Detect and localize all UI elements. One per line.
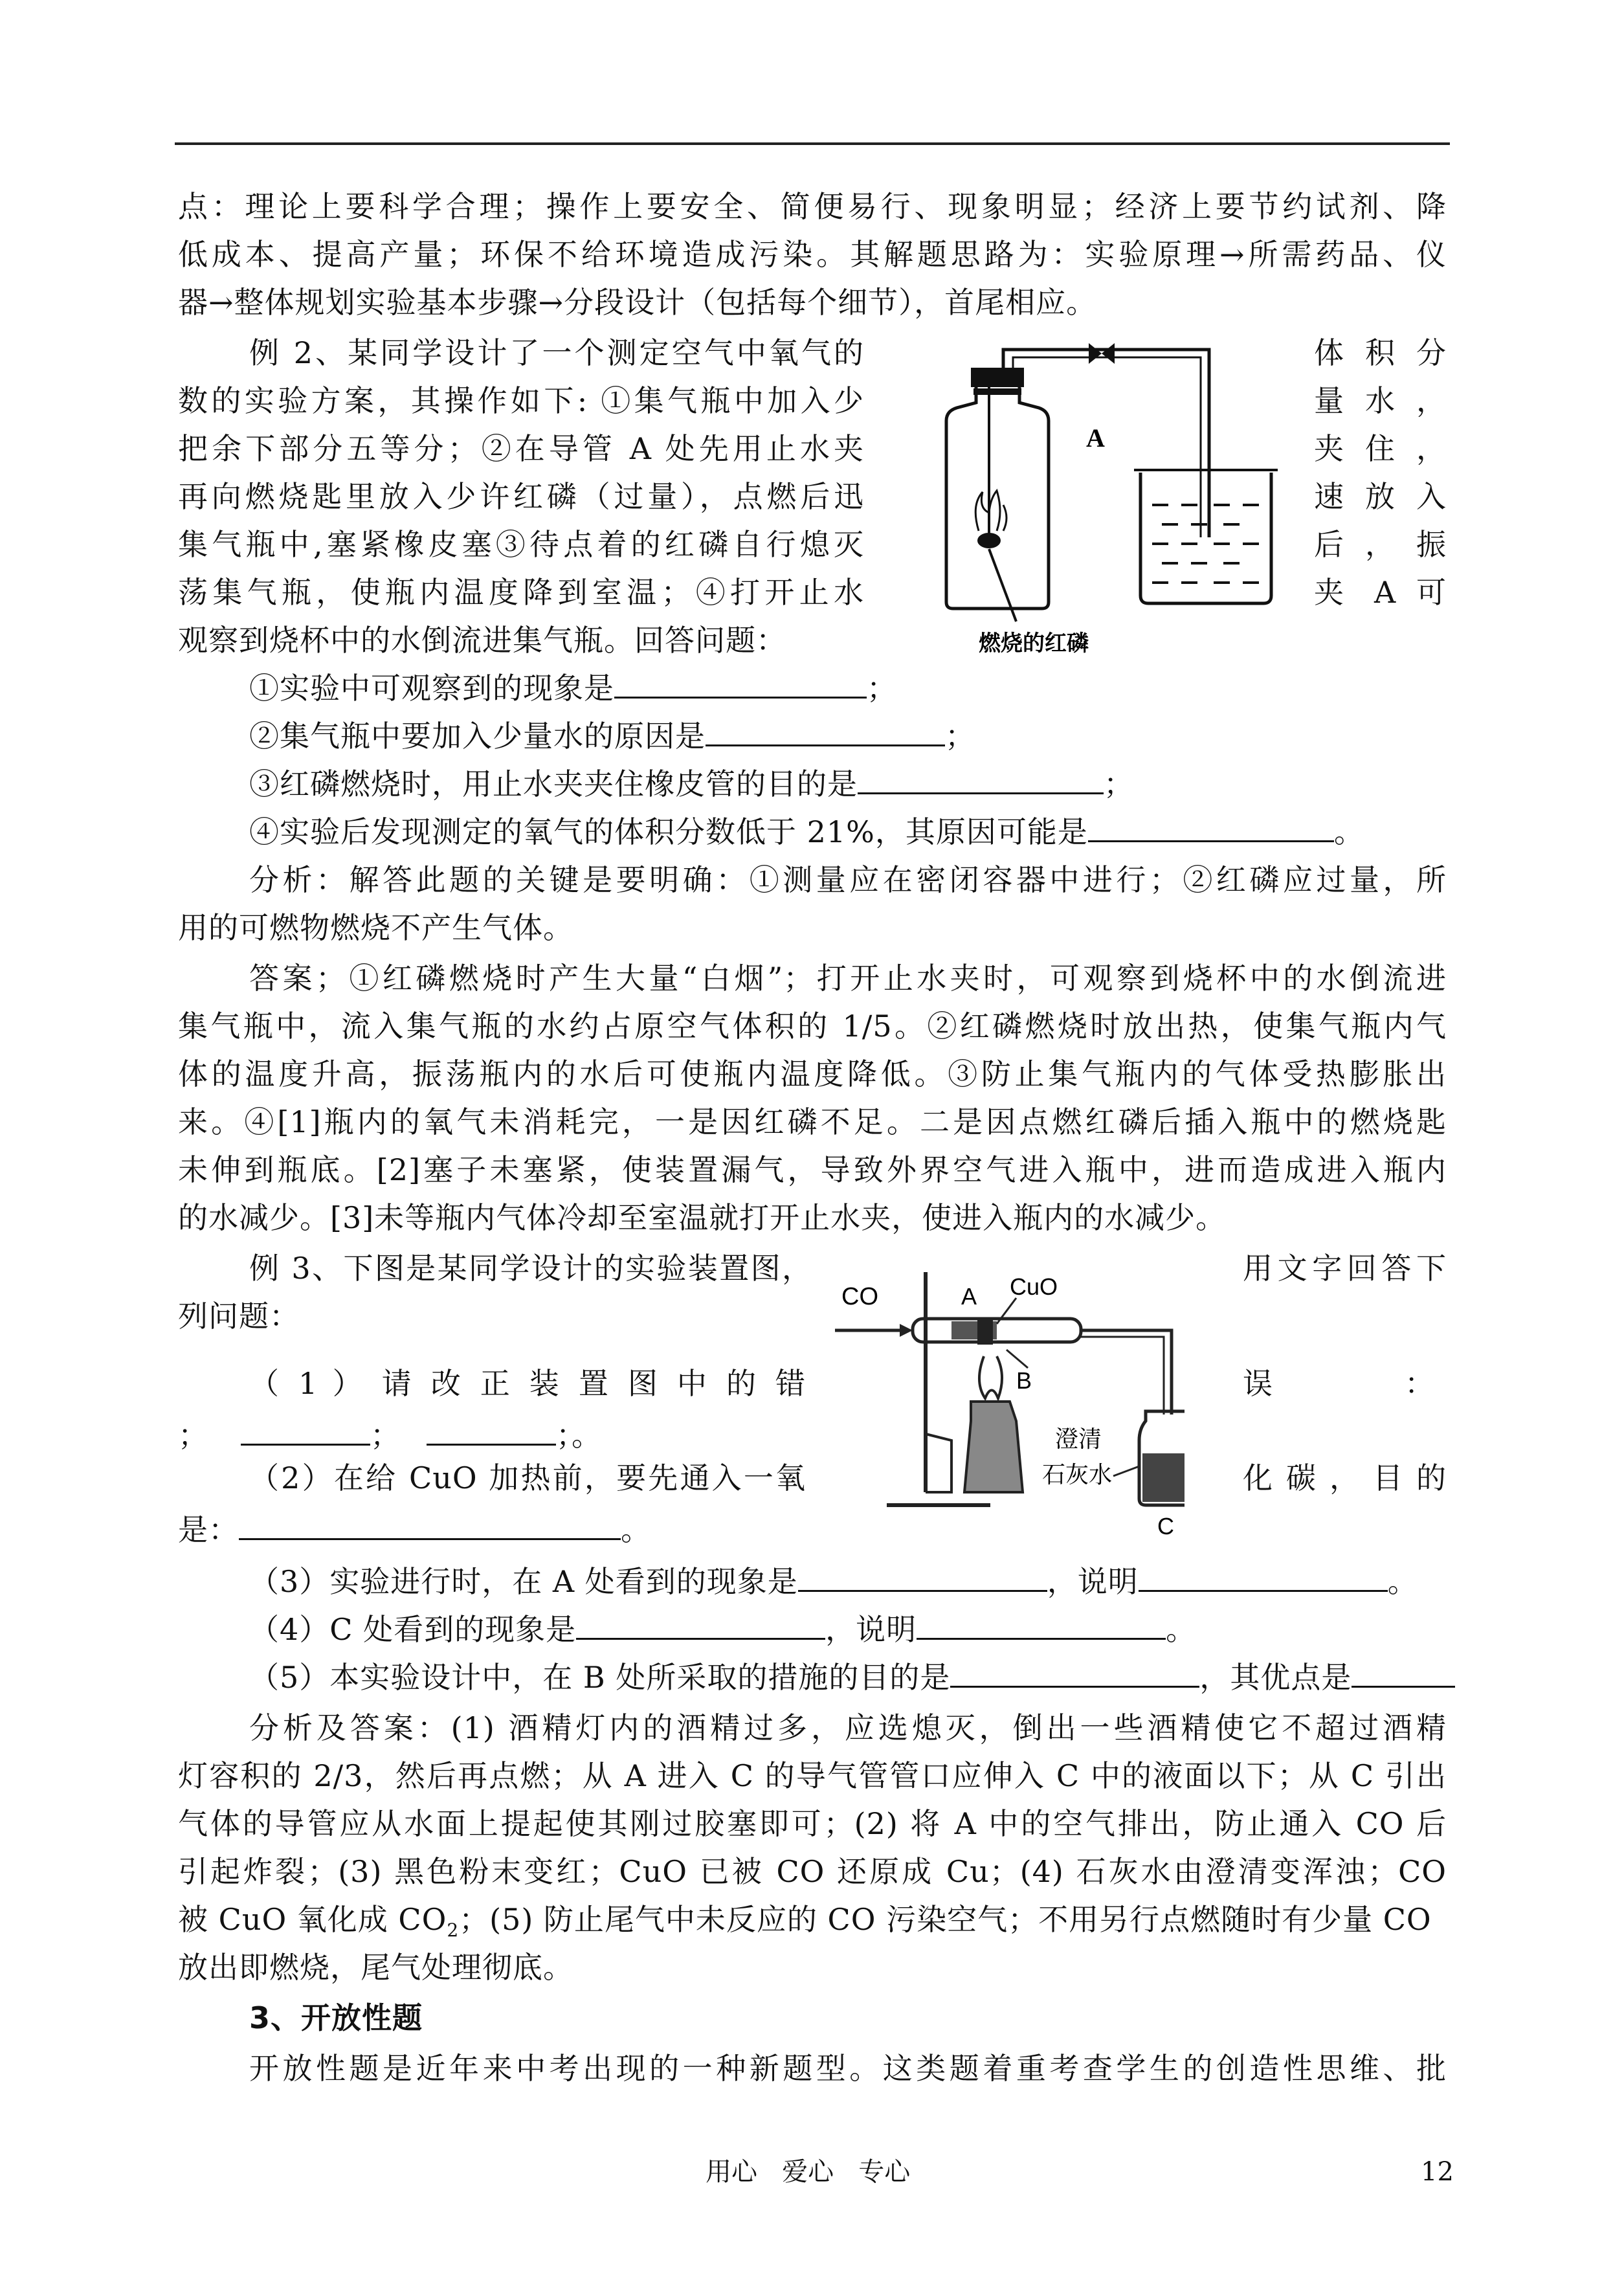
answer-blank[interactable] [576, 1638, 825, 1640]
answer-blank[interactable] [706, 744, 945, 746]
flame-icon [979, 1356, 1002, 1398]
ex3-q5: （5）本实验设计中，在 B 处所采取的措施的目的是 ，其优点是 [249, 1653, 1455, 1701]
ex3-q2-right: 化 碳 ， 目 的 [1243, 1460, 1447, 1495]
ex3-line2: 列问题： [178, 1299, 300, 1334]
ex2-q4: ④实验后发现测定的氧气的体积分数低于 21%，其原因可能是 。 [249, 814, 1364, 849]
answer-blank[interactable] [614, 697, 867, 699]
ex3-analysis-line4: 引起炸裂；(3) 黑色粉末变红；CuO 已被 CO 还原成 Cu；(4) 石灰水由澄清变浑浊；CO [178, 1854, 1447, 1889]
ex2-left-line5: 集气瓶中,塞紧橡皮塞③待点着的红磷自行熄灭 [178, 527, 864, 562]
ex2-right-line4: 速 放 入 [1314, 479, 1447, 514]
limewater-label-1: 澄清 [1055, 1426, 1102, 1453]
ex3-apparatus-figure [822, 1259, 1185, 1538]
label-b: B [1016, 1367, 1032, 1394]
ex3-analysis-line2: 灯容积的 2/3，然后再点燃；从 A 进入 C 的导气管管口应伸入 C 中的液面以下；从 C 引出 [178, 1758, 1447, 1793]
rubber-stopper [971, 368, 1024, 387]
clamp-icon [1089, 343, 1102, 364]
glass-tube [1003, 350, 1209, 537]
ex2-left-line7: 观察到烧杯中的水倒流进集气瓶。回答问题： [178, 623, 786, 658]
ex2-q1: ①实验中可观察到的现象是 ； [249, 671, 897, 706]
label-c: C [1157, 1513, 1174, 1538]
answer-blank[interactable] [950, 1686, 1199, 1688]
ex2-q3: ③红磷燃烧时，用止水夹夹住橡皮管的目的是 ； [249, 766, 1134, 801]
answer-blank[interactable] [1351, 1686, 1455, 1688]
ex2-answer-line3: 体的温度升高，振荡瓶内的水后可使瓶内温度降低。③防止集气瓶内的气体受热膨胀出 [178, 1057, 1447, 1091]
gas-tube [1081, 1330, 1172, 1415]
ex2-answer-line5: 未伸到瓶底。[2]塞子未塞紧，使装置漏气，导致外界空气进入瓶中，进而造成进入瓶内 [178, 1152, 1447, 1187]
ex3-analysis-line1: 分析及答案：(1) 酒精灯内的酒精过多，应选熄灭，倒出一些酒精使它不超过酒精 [249, 1710, 1447, 1745]
ex3-q2-line2: 是： 。 [178, 1512, 651, 1547]
answer-blank[interactable] [241, 1444, 370, 1446]
ex3-analysis-line3: 气体的导管应从水面上提起使其刚过胶塞即可；(2) 将 A 中的空气排出，防止通入 CO 后 [178, 1806, 1447, 1841]
ex2-left-line1: 例 2、某同学设计了一个测定空气中氧气的 [249, 335, 864, 370]
answer-blank[interactable] [1139, 1590, 1388, 1592]
ex3-q3: （3）实验进行时，在 A 处看到的现象是 ，说明 。 [249, 1564, 1418, 1599]
answer-blank[interactable] [798, 1590, 1047, 1592]
ex3-q1-blanks: ； ； ；。 [178, 1418, 602, 1453]
answer-blank[interactable] [239, 1538, 621, 1540]
ex2-right-line1: 体 积 分 [1314, 335, 1447, 370]
answer-blank[interactable] [1088, 840, 1334, 842]
footer-motto: 用心 爱心 专心 [706, 2157, 911, 2187]
para1-line1: 点：理论上要科学合理；操作上要安全、简便易行、现象明显；经济上要节约试剂、降 [178, 189, 1447, 224]
ex2-answer-line1: 答案；①红磷燃烧时产生大量“白烟”；打开止水夹时，可观察到烧杯中的水倒流进 [249, 961, 1447, 996]
ex2-apparatus-figure [906, 343, 1295, 660]
label-cuo: CuO [1010, 1273, 1058, 1300]
ex2-right-line5: 后 ， 振 [1314, 527, 1447, 562]
ex3-analysis-line5: 被 CuO 氧化成 $CO_2$；(5) 防止尾气中未反应的 CO 污染空气；不用另行点燃随时有少量 CO [178, 1902, 1432, 1941]
ex2-answer-line2: 集气瓶中，流入集气瓶的水约占原空气体积的 1/5。②红磷燃烧时放出热，使集气瓶内气 [178, 1009, 1447, 1044]
ex2-left-line4: 再向燃烧匙里放入少许红磷（过量），点燃后迅 [178, 479, 864, 514]
ex2-analysis-line1: 分析：解答此题的关键是要明确：①测量应在密闭容器中进行；②红磷应过量，所 [249, 862, 1447, 897]
page-number: 12 [1421, 2157, 1454, 2187]
label-co: CO [841, 1283, 878, 1310]
ex2-q2: ②集气瓶中要加入少量水的原因是 ； [249, 719, 975, 754]
ex2-analysis-line2: 用的可燃物燃烧不产生气体。 [178, 910, 573, 945]
label-a: A [1086, 423, 1105, 453]
para1-line3: 器→整体规划实验基本步骤→分段设计（包括每个细节），首尾相应。 [178, 285, 1097, 320]
answer-blank[interactable] [917, 1638, 1166, 1640]
beaker-water [1152, 505, 1259, 583]
ex3-q4: （4）C 处看到的现象是 ，说明 。 [249, 1612, 1197, 1647]
limewater-label-2: 石灰水 [1042, 1462, 1113, 1488]
ex3-line1-left: 例 3、下图是某同学设计的实验装置图， [249, 1251, 812, 1286]
ex3-q1-colon: ： [1405, 1366, 1435, 1401]
answer-blank[interactable] [858, 792, 1104, 794]
label-a: A [961, 1283, 977, 1310]
ex2-right-line2: 量 水 ， [1314, 383, 1447, 418]
ex2-left-line3: 把余下部分五等分；②在导管 A 处先用止水夹 [178, 431, 864, 466]
ex2-answer-line6: 的水减少。[3]未等瓶内气体冷却至室温就打开止水夹，使进入瓶内的水减少。 [178, 1200, 1227, 1235]
ex2-left-line6: 荡集气瓶，使瓶内温度降到室温；④打开止水 [178, 575, 864, 610]
ex3-q1-right: 误 [1243, 1366, 1273, 1401]
ex2-right-line6: 夹 A 可 [1314, 575, 1447, 610]
ex3-q1-left: （ 1 ） 请 改 正 装 置 图 中 的 错 [249, 1366, 806, 1401]
header-rule [175, 142, 1450, 145]
ex2-right-line3: 夹 住 ， [1314, 431, 1447, 466]
para1-line2: 低成本、提高产量；环保不给环境造成污染。其解题思路为：实验原理→所需药品、仪 [178, 237, 1447, 272]
section3-line1: 开放性题是近年来中考出现的一种新题型。这类题着重考查学生的创造性思维、批 [249, 2051, 1447, 2086]
ex3-analysis-line6: 放出即燃烧，尾气处理彻底。 [178, 1950, 573, 1985]
ex3-line1-right: 用文字回答下 [1243, 1251, 1447, 1286]
figure-caption: 燃烧的红磷 [979, 631, 1089, 656]
ex2-answer-line4: 来。④[1]瓶内的氧气未消耗完，一是因红磷不足。二是因点燃红磷后插入瓶中的燃烧匙 [178, 1104, 1447, 1139]
ex3-q2-left: （2）在给 CuO 加热前，要先通入一氧 [249, 1460, 806, 1495]
answer-blank[interactable] [427, 1444, 556, 1446]
section-heading: 3、开放性题 [249, 2000, 423, 2035]
ex2-left-line2: 数的实验方案，其操作如下: ①集气瓶中加入少 [178, 383, 864, 418]
alcohol-lamp [964, 1402, 1023, 1492]
